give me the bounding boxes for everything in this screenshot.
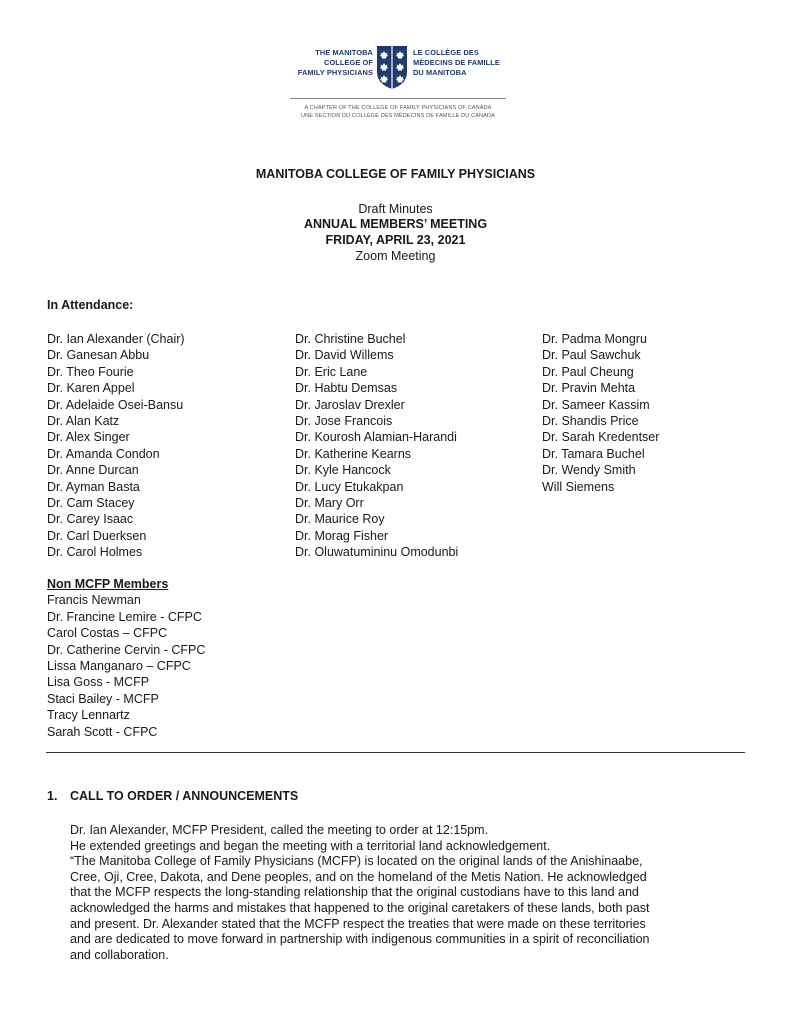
section-divider: [46, 752, 745, 753]
attendee: Dr. Ganesan Abbu: [47, 348, 150, 363]
attendee: Will Siemens: [542, 479, 615, 494]
attendee: Dr. Karen Appel: [47, 381, 135, 396]
attendee: Dr. Christine Buchel: [295, 332, 406, 346]
body-line: and are dedicated to move forward in partnership with indigenous communities in a spirit of reconciliation: [70, 932, 650, 947]
body-line: and present. Dr. Alexander stated that the MCFP respect the treaties that were made on these territories: [70, 916, 646, 931]
attendee: Dr. Alan Katz: [47, 414, 120, 429]
attendee: Dr. Maurice Roy: [295, 512, 385, 527]
attendee: Dr. Pravin Mehta: [542, 381, 636, 396]
non-members-list: [47, 576, 205, 740]
organization-title: MANITOBA COLLEGE OF FAMILY PHYSICIANS: [255, 167, 536, 181]
attendee: Dr. Kyle Hancock: [295, 463, 391, 478]
attendee: Dr. Carl Duerksen: [47, 528, 147, 543]
meeting-title: ANNUAL MEMBERS’ MEETING: [303, 217, 488, 231]
non-member: Carol Costas – CFPC: [47, 626, 168, 641]
non-member: Sarah Scott - CFPC: [47, 724, 158, 739]
attendee: Dr. David Willems: [295, 348, 394, 363]
attendee: Dr. Alex Singer: [47, 430, 130, 445]
attendee: Dr. Oluwatumininu Omodunbi: [295, 545, 459, 560]
attendee: Dr. Amanda Condon: [47, 446, 160, 461]
non-member: Staci Bailey - MCFP: [47, 691, 159, 706]
logo-english-name: THE MANITOBA COLLEGE OF FAMILY PHYSICIANS: [297, 48, 373, 77]
body-line: He extended greetings and began the meeting with a territorial land acknowledgement.: [70, 838, 551, 853]
attendee: Dr. Tamara Buchel: [542, 446, 645, 461]
attendee: Dr. Theo Fourie: [47, 364, 134, 379]
body-line: and collaboration.: [70, 947, 169, 962]
non-member: Lissa Manganaro – CFPC: [47, 659, 191, 674]
attendee: Dr. Jaroslav Drexler: [295, 397, 405, 412]
attendance-heading: In Attendance:: [47, 298, 134, 312]
attendee: Dr. Habtu Demsas: [295, 381, 398, 396]
body-line: Cree, Oji, Cree, Dakota, and Dene peoples, and on the homeland of the Metis Nation. He acknowledged: [70, 869, 647, 884]
attendee: Dr. Mary Orr: [295, 496, 364, 511]
attendee: Dr. Carol Holmes: [47, 545, 143, 560]
attendee: Dr. Shandis Price: [542, 414, 639, 429]
non-member: Dr. Francine Lemire - CFPC: [47, 609, 202, 624]
attendee-column-3: [542, 331, 659, 495]
body-line: that the MCFP respects the long-standing relationship that the original custodians have to this land and: [70, 885, 639, 900]
attendee: Dr. Wendy Smith: [542, 463, 636, 478]
non-member: Dr. Catherine Cervin - CFPC: [47, 642, 206, 657]
section-title: CALL TO ORDER / ANNOUNCEMENTS: [70, 789, 299, 803]
attendee: Dr. Morag Fisher: [295, 528, 389, 543]
meeting-venue: Zoom Meeting: [355, 249, 436, 263]
attendee: Dr. Ayman Basta: [47, 479, 140, 494]
body-line: “The Manitoba College of Family Physicians (MCFP) is located on the original lands of the Anishinaabe,: [70, 854, 643, 869]
attendee: Dr. Ian Alexander (Chair): [47, 332, 185, 346]
attendee: Dr. Carey Isaac: [47, 512, 134, 527]
attendee: Dr. Lucy Etukakpan: [295, 479, 404, 494]
attendee: Dr. Eric Lane: [295, 364, 368, 379]
meeting-date: FRIDAY, APRIL 23, 2021: [325, 233, 466, 247]
attendee: Dr. Sameer Kassim: [542, 397, 650, 412]
attendee-column-2: [295, 331, 458, 561]
document-type: Draft Minutes: [358, 202, 433, 216]
body-line: acknowledged the harms and mistakes that happened to the original caretakers of these lands, both past: [70, 900, 650, 915]
body-line: Dr. Ian Alexander, MCFP President, called the meeting to order at 12:15pm.: [70, 823, 489, 837]
attendee: Dr. Anne Durcan: [47, 463, 139, 478]
attendee: Dr. Jose Francois: [295, 414, 393, 429]
attendee: Dr. Paul Sawchuk: [542, 348, 641, 363]
non-member: Lisa Goss - MCFP: [47, 675, 150, 690]
logo-divider: [290, 98, 506, 99]
maple-leaf-shield-icon: [375, 44, 409, 90]
section-1-heading: [47, 789, 298, 803]
attendee: Dr. Adelaide Osei-Bansu: [47, 397, 184, 412]
logo-french-name: LE COLLÈGE DES MÉDECINS DE FAMILLE DU MANITOBA: [413, 48, 500, 77]
college-logo: [288, 42, 508, 134]
section-number: 1.: [47, 789, 58, 803]
attendee: Dr. Cam Stacey: [47, 496, 135, 511]
non-member: Tracy Lennartz: [47, 708, 130, 723]
attendee-column-1: [47, 331, 185, 561]
section-1-body: [70, 823, 760, 963]
attendee: Dr. Kourosh Alamian-Harandi: [295, 430, 457, 445]
attendee: Dr. Paul Cheung: [542, 364, 634, 379]
attendee: Dr. Sarah Kredentser: [542, 430, 660, 445]
attendee: Dr. Padma Mongru: [542, 332, 647, 346]
attendee: Dr. Katherine Kearns: [295, 446, 412, 461]
non-members-heading: Non MCFP Members: [47, 577, 169, 591]
non-member: Francis Newman: [47, 593, 141, 608]
logo-chapter-text: A CHAPTER OF THE COLLEGE OF FAMILY PHYSICIANS OF CANADA UNE SECTION DU COLLÈGE DES MÉDECINS DE FAMILLE DU CANADA: [301, 105, 495, 119]
